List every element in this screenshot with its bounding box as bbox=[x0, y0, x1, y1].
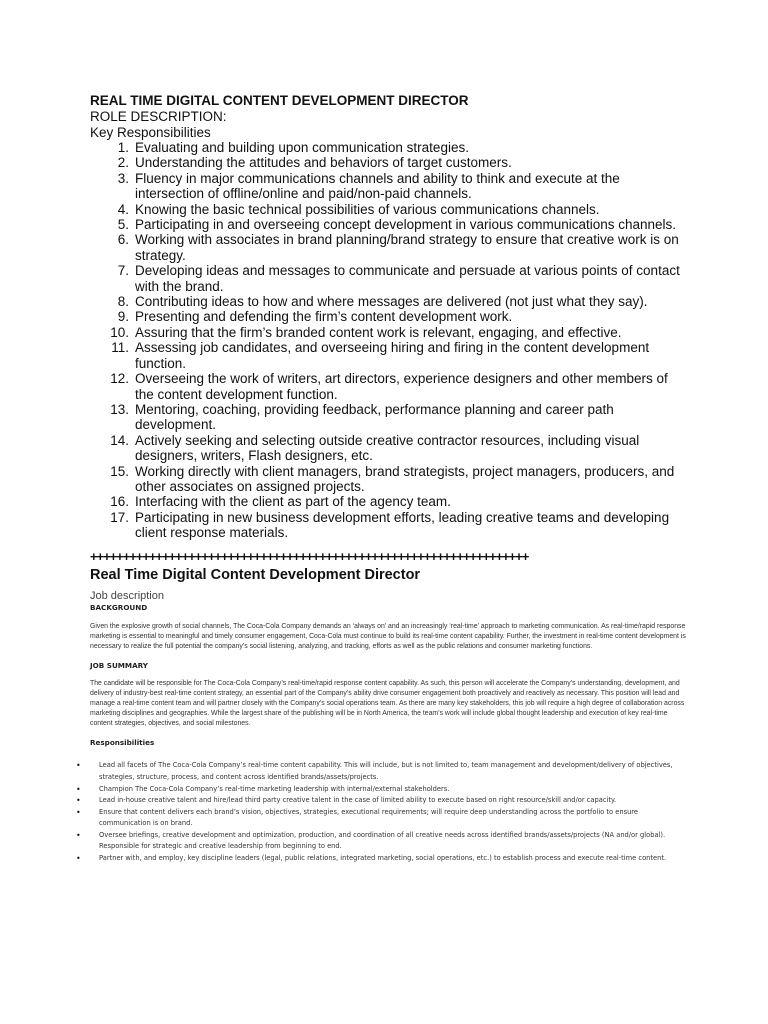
list-number: 17. bbox=[110, 509, 129, 525]
list-item bbox=[90, 371, 690, 402]
list-item bbox=[90, 140, 690, 155]
list-item-text: Lead in-house creative talent and hire/lead third party creative talent in the case of limited ability to execute based on right resource/skill and/or capacity. bbox=[99, 796, 617, 805]
page-title: REAL TIME DIGITAL CONTENT DEVELOPMENT DIRECTOR bbox=[90, 93, 469, 108]
list-number: 8. bbox=[117, 294, 129, 310]
list-number: 7. bbox=[117, 263, 129, 279]
list-item bbox=[76, 830, 690, 853]
list-item-text: Ensure that content delivers each brand’s vision, objectives, strategies, executional requirements; will require deep understanding across the portfolio to ensure communication is on brand. bbox=[99, 807, 639, 828]
list-number: 3. bbox=[117, 170, 129, 186]
list-item bbox=[90, 232, 690, 263]
list-item-text: Fluency in major communications channels and ability to think and execute at the intersection of offline/online and paid/non-paid channels. bbox=[135, 170, 620, 202]
list-item-text: Developing ideas and messages to communicate and persuade at various points of contact with the brand. bbox=[135, 263, 680, 294]
list-number: 14. bbox=[110, 432, 129, 448]
plus-divider: +++++++++++++++++++++++++++++++++++++++++++++++++++++++++++++++++++ bbox=[90, 548, 529, 564]
list-item bbox=[90, 464, 690, 495]
list-item-text: Actively seeking and selecting outside creative contractor resources, including visual designers, writers, Flash designers, etc. bbox=[135, 432, 640, 464]
key-responsibilities-list bbox=[90, 140, 690, 541]
list-item-text: Working directly with client managers, brand strategists, project managers, producers, and other associates on assigned projects. bbox=[135, 463, 675, 494]
list-item-text: Presenting and defending the firm’s content development work. bbox=[135, 309, 513, 325]
list-item bbox=[90, 402, 690, 433]
bullet-icon: • bbox=[76, 830, 81, 840]
list-item-text: Contributing ideas to how and where messages are delivered (not just what they say). bbox=[135, 294, 648, 310]
list-item bbox=[76, 853, 690, 865]
bullet-icon: • bbox=[76, 807, 81, 817]
list-item-text: Oversee briefings, creative development and optimization, production, and coordination of all creative needs across identified brands/assets/projects (NA and/or global). Responsible for strategic and creative leadership from beginning to end. bbox=[99, 830, 666, 851]
list-item bbox=[90, 325, 690, 340]
job-summary-heading: JOB SUMMARY bbox=[90, 660, 148, 670]
list-item-text: Participating in new business development efforts, leading creative teams and developing client response materials. bbox=[135, 509, 670, 541]
bullet-icon: • bbox=[76, 796, 81, 806]
list-item-text: Knowing the basic technical possibilities of various communications channels. bbox=[135, 201, 600, 217]
list-number: 12. bbox=[110, 371, 129, 387]
list-number: 13. bbox=[110, 401, 129, 417]
list-item bbox=[90, 510, 690, 541]
job-description-label: Job description bbox=[90, 589, 164, 602]
list-item-text: Interfacing with the client as part of the agency team. bbox=[135, 494, 451, 510]
list-item bbox=[76, 760, 690, 783]
job-summary-text: The candidate will be responsible for The Coca-Cola Company’s real-time/rapid response content capability. As such, this person will accelerate the Company’s understanding, development, and delivery of industry-best real-time content strategy, an essential part of the Company’s ability drive consumer engagement both proactively and reactively as necessary. This position will lead and manage a real-time content team and will partner closely with the Company’s social operations team. As there are many key stakeholders, this job will require a high degree of collaboration across marketing disciplines and geographies. While the largest share of the publishing will be in North America, the team’s work will include global thought leadership and execution of key real-time content strategies, objectives, and social milestones. bbox=[90, 679, 685, 728]
list-item-text: Assessing job candidates, and overseeing hiring and firing in the content development function. bbox=[135, 340, 650, 371]
responsibilities-list bbox=[76, 760, 690, 864]
list-item bbox=[90, 217, 690, 232]
section-title: Real Time Digital Content Development Director bbox=[90, 566, 421, 583]
bullet-icon: • bbox=[76, 761, 81, 771]
list-item bbox=[90, 263, 690, 294]
list-item-text: Overseeing the work of writers, art directors, experience designers and other members of the content development function. bbox=[135, 371, 668, 402]
list-item bbox=[76, 784, 690, 796]
background-text: Given the explosive growth of social channels, The Coca-Cola Company demands an ‘always on’ and an increasingly ‘real-time’ approach to marketing communication. As real-time/rapid response marketing is essential to meaningful and timely consumer engagement, Coca-Cola must continue to build its real-time content capability. Further, the investment in real-time content development is necessary to realize the full potential the company’s social listening, analyzing, and tracking, efforts as well as the public relations and consumer marketing functions. bbox=[90, 622, 686, 650]
list-item bbox=[90, 340, 690, 371]
list-number: 9. bbox=[117, 309, 129, 325]
list-item-text: Mentoring, coaching, providing feedback, performance planning and career path development. bbox=[135, 401, 614, 433]
bullet-icon: • bbox=[76, 784, 81, 794]
list-item-text: Champion The Coca-Cola Company’s real-time marketing leadership with internal/external stakeholders. bbox=[99, 784, 450, 793]
list-number: 2. bbox=[117, 155, 129, 171]
list-item bbox=[76, 795, 690, 807]
role-description-label: ROLE DESCRIPTION: bbox=[90, 109, 227, 124]
list-item-text: Working with associates in brand planning/brand strategy to ensure that creative work is on strategy. bbox=[135, 232, 679, 263]
list-number: 15. bbox=[110, 463, 129, 479]
list-item-text: Understanding the attitudes and behaviors of target customers. bbox=[135, 155, 512, 171]
background-heading: BACKGROUND bbox=[90, 602, 148, 612]
document-page bbox=[76, 93, 690, 865]
list-item bbox=[90, 309, 690, 324]
list-item bbox=[90, 171, 690, 202]
list-number: 10. bbox=[110, 324, 129, 340]
bullet-icon: • bbox=[76, 854, 81, 864]
list-number: 11. bbox=[111, 340, 129, 356]
list-item bbox=[90, 433, 690, 464]
list-number: 5. bbox=[117, 217, 129, 233]
key-responsibilities-label: Key Responsibilities bbox=[90, 124, 211, 140]
list-item bbox=[90, 202, 690, 217]
list-item-text: Assuring that the firm’s branded content work is relevant, engaging, and effective. bbox=[135, 324, 622, 340]
list-number: 6. bbox=[117, 232, 129, 248]
list-number: 1. bbox=[117, 140, 129, 155]
list-number: 4. bbox=[117, 201, 129, 217]
responsibilities-heading: Responsibilities bbox=[90, 738, 155, 748]
list-item-text: Participating in and overseeing concept development in various communications channels. bbox=[135, 217, 677, 233]
list-item-text: Lead all facets of The Coca-Cola Company’s real-time content capability. This will include, but is not limited to, team management and development/delivery of objectives, strategies, structure, process, and content across identified brands/assets/projects. bbox=[99, 761, 673, 781]
list-number: 16. bbox=[110, 494, 129, 510]
list-item-text: Partner with, and employ, key discipline leaders (legal, public relations, integrated marketing, social operations, etc.) to establish process and execute real-time content. bbox=[99, 854, 667, 863]
list-item bbox=[90, 294, 690, 309]
list-item-text: Evaluating and building upon communication strategies. bbox=[135, 140, 469, 155]
list-item bbox=[90, 494, 690, 509]
list-item bbox=[76, 807, 690, 830]
list-item bbox=[90, 155, 690, 170]
